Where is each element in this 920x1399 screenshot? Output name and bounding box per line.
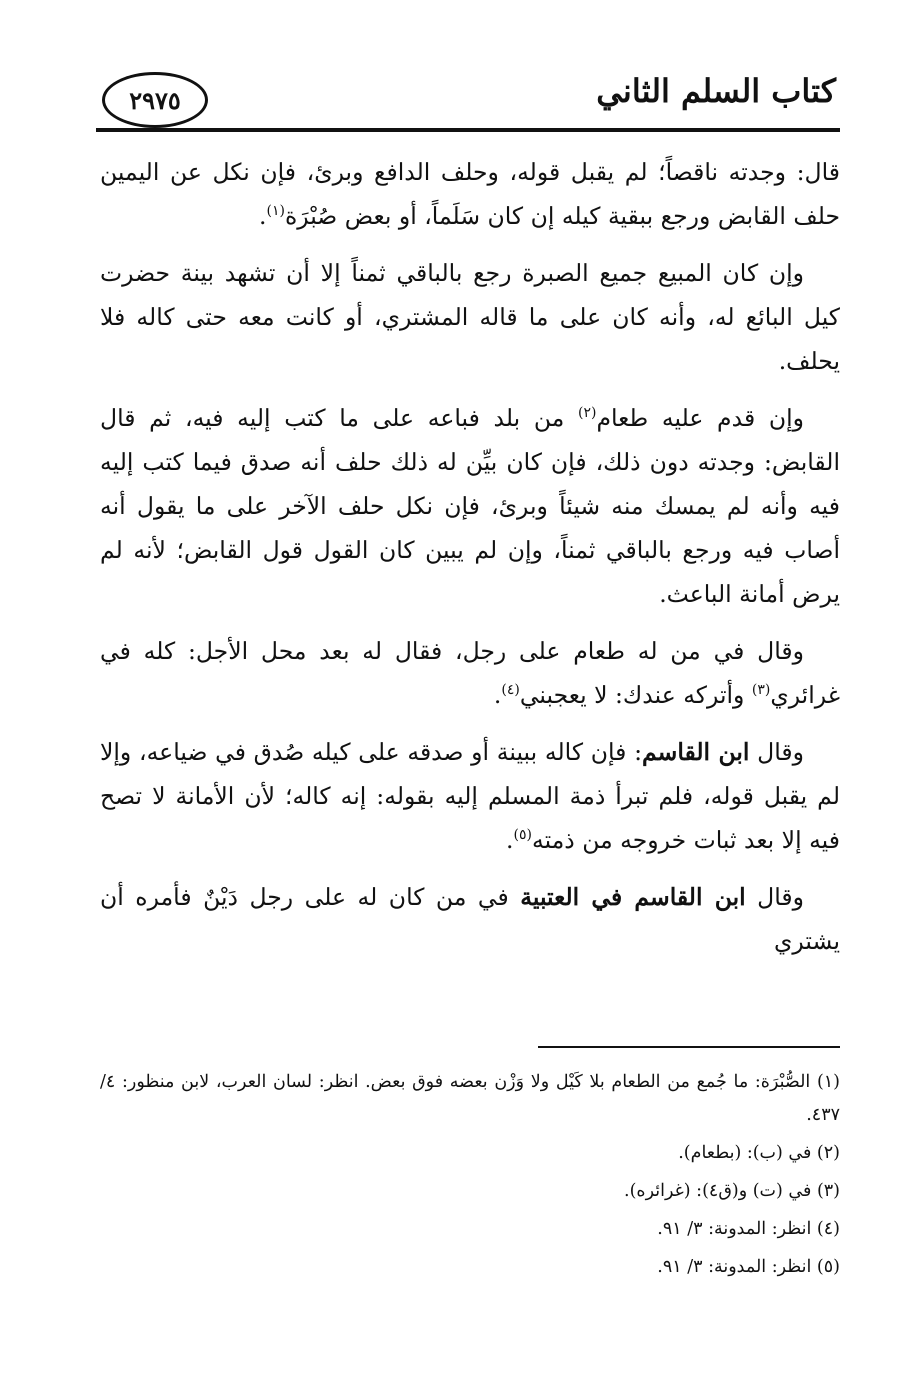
text-run: من بلد فباعه على ما كتب إليه فيه، ثم قال القابض: وجدته دون ذلك، فإن كان بيِّن له ذلك حلف أنه صدق فيما كتب إليه فيه وأنه لم يمسك منه شيئاً وبرئ، فإن نكل حلف الآخر على ما يقول أنه أصاب فيه ورجع بالباقي ثمناً، وإن لم يبين كان القول قول القابض؛ لأنه لم يرض أمانة الباعث. <box>100 404 840 608</box>
text-run: : فإن كاله ببينة أو صدقه على كيله صُدق في ضياعه، وإلا لم يقبل قوله، فلم تبرأ ذمة المسلم إليه بقوله: إنه كاله؛ لأن الأمانة لا تصح فيه إلا بعد ثبات خروجه من ذمته <box>100 738 840 854</box>
paragraph-2 <box>100 251 840 383</box>
footnote-ref: (٤) <box>501 682 520 699</box>
footnote-ref: (٣) <box>751 682 771 699</box>
footnote-ref: (١) <box>266 203 285 220</box>
paragraph-5 <box>100 730 840 862</box>
paragraph-3 <box>100 396 840 616</box>
text-run: قال: وجدته ناقصاً؛ لم يقبل قوله، وحلف الدافع وبرئ، فإن نكل عن اليمين حلف القابض ورجع ببقية كيله إن كان سَلَماً، أو بعض صُبْرَة <box>100 158 840 230</box>
footnote-2: (٢) في (ب): (بطعام). <box>678 1143 840 1163</box>
text-run: وقال في من له طعام على رجل، فقال له بعد محل الأجل: كله في غرائري <box>100 637 840 709</box>
text-run: وإن قدم عليه طعام <box>596 404 804 432</box>
footnote-1: (١) الصُّبْرَة: ما جُمع من الطعام بلا كَيْل ولا وَزْن بعضه فوق بعض. انظر: لسان العرب، لابن منظور: ٤/ ٤٣٧. <box>100 1072 840 1125</box>
text-run: . <box>493 681 502 709</box>
text-run: وقال <box>745 883 804 911</box>
page-number-badge <box>102 72 208 128</box>
footnote-separator <box>538 1046 840 1048</box>
text-run: . <box>506 826 514 854</box>
page-number: ٢٩٧٥ <box>129 85 181 115</box>
header-rule <box>96 128 840 132</box>
text-run: وقال <box>749 738 804 766</box>
footnote-ref: (٥) <box>513 827 532 844</box>
paragraph-1 <box>100 150 840 238</box>
footnotes <box>100 1066 840 1289</box>
paragraph-6 <box>100 875 840 963</box>
footnote-3: (٣) في (ت) و(ق٤): (غرائره). <box>624 1181 840 1201</box>
footnote-4: (٤) انظر: المدونة: ٣/ ٩١. <box>657 1219 840 1239</box>
scholar-name: ابن القاسم في العتبية <box>520 883 746 911</box>
text-run: وأتركه عندك: لا يعجبني <box>519 681 752 709</box>
text-run: وإن كان المبيع جميع الصبرة رجع بالباقي ثمناً إلا أن تشهد بينة حضرت كيل البائع له، وأنه كان على ما قاله المشتري، أو كانت معه حتى كاله فلا يحلف. <box>100 259 841 375</box>
main-text <box>100 150 840 976</box>
scholar-name: ابن القاسم <box>642 738 750 766</box>
page-header <box>96 62 840 132</box>
book-title: كتاب السلم الثاني <box>596 72 836 110</box>
footnote-ref: (٢) <box>578 405 597 422</box>
text-run: . <box>258 202 267 230</box>
footnote-5: (٥) انظر: المدونة: ٣/ ٩١. <box>657 1257 840 1277</box>
paragraph-4 <box>100 629 840 717</box>
text-run: في من كان له على رجل دَيْنٌ فأمره أن يشتري <box>100 883 840 955</box>
